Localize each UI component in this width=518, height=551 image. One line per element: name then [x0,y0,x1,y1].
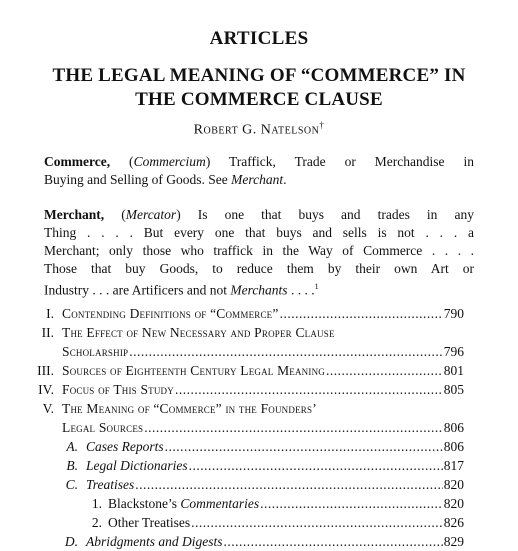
toc-title: The Effect of New Necessary and Proper Clause [62,325,335,340]
toc-title: Other Treatises [108,515,191,530]
toc-number: D. [64,534,78,549]
toc-leader-dots [280,305,443,323]
epigraph-text: . [283,172,287,187]
toc-leader-dots [129,343,443,361]
epigraph-italic: Merchants [230,282,288,298]
epigraph-merchant-line-5 [44,278,474,300]
toc-page-number: 790 [443,306,464,321]
author-byline [0,120,518,139]
toc-entry[interactable] [38,381,464,399]
toc-page-number: 826 [443,515,464,530]
toc-page-number: 820 [443,477,464,492]
toc-page-number: 805 [443,382,464,397]
epigraph-text: ) Is one that buys and trades in any [176,207,475,222]
article-title-line-2: THE COMMERCE CLAUSE [135,89,383,110]
epigraph-merchant-line-1 [44,206,474,224]
toc-title: Legal Sources [62,420,144,435]
toc-number: 1. [91,496,102,511]
epigraph-merchant [44,206,474,300]
toc-entry[interactable] [46,305,464,323]
toc-page-number: 796 [443,344,464,359]
toc-title [108,495,259,513]
toc-title: The Meaning of “Commerce” in the Founders’ [62,401,317,416]
epigraph-commerce-line-1 [44,153,474,171]
epigraph-term: Commerce, [44,154,111,169]
toc-page-number: 806 [443,439,464,454]
section-heading: ARTICLES [209,28,309,49]
toc-page-number: 820 [443,496,464,511]
toc-page-number: 801 [443,363,464,378]
toc-leader-dots [165,438,443,456]
toc-leader-dots [144,419,443,437]
epigraph-text: Industry . . . are Artificers and not [44,282,231,298]
toc-number: IV. [38,382,54,397]
toc-number: III. [37,363,54,378]
toc-title-italic: Commentaries [180,496,260,511]
toc-title: Scholarship [62,344,129,359]
toc-number: V. [42,401,54,416]
toc-page-number: 817 [443,458,464,473]
epigraph-text: . . . . [287,282,315,298]
toc-leader-dots [326,362,443,380]
epigraph-commerce [44,153,474,189]
toc-title: Cases Reports [86,439,164,454]
toc-entry[interactable] [42,400,464,418]
toc-leader-dots [189,457,443,475]
epigraph-text: ( [110,154,134,169]
toc-entry-continuation[interactable] [62,419,464,437]
epigraph-commerce-line-2 [44,171,474,189]
toc-entry[interactable] [41,324,464,342]
toc-page-number: 829 [443,534,464,549]
toc-subsubentry[interactable] [91,495,464,513]
toc-title: Contending Definitions of “Commerce” [62,306,279,321]
toc-subentry[interactable] [66,457,464,475]
toc-number: A. [66,439,78,454]
toc-number: B. [66,458,78,473]
toc-title: Abridgments and Digests [86,534,223,549]
toc-leader-dots [191,514,443,532]
toc-entry[interactable] [37,362,464,380]
epigraph-footnote-mark: 1 [314,282,319,291]
toc-title: Focus of This Study [62,382,174,397]
toc-subsubentry[interactable] [91,514,464,532]
epigraph-text: Buying and Selling of Goods. See [44,172,232,187]
toc-page-number: 806 [443,420,464,435]
epigraph-cross-reference: Merchant [231,172,284,187]
toc-number: II. [41,325,54,340]
epigraph-text: ) Traffick, Trade or Merchandise in [205,154,474,169]
author-name: Robert G. Natelson [193,122,320,138]
toc-number: C. [65,477,78,492]
toc-entry-continuation[interactable] [62,343,464,361]
toc-title-text: Blackstone’s [108,496,181,511]
article-title [0,64,518,112]
article-title-line-1: THE LEGAL MEANING OF “COMMERCE” IN [52,65,466,86]
toc-title: Treatises [86,477,135,492]
toc-title: Legal Dictionaries [86,458,188,473]
toc-subentry[interactable] [65,476,464,494]
epigraph-merchant-line-3: Merchant; only those who traffick in the Way of Commerce . . . . [44,243,474,258]
epigraph-latin: Mercator [125,207,177,222]
epigraph-merchant-line-2: Thing . . . . But every one that buys and sells is not . . . a [44,225,474,240]
toc-title: Sources of Eighteenth Century Legal Meaning [62,363,325,378]
toc-number: 2. [91,515,102,530]
toc-leader-dots [260,495,443,513]
toc-subentry[interactable] [66,438,464,456]
epigraph-term: Merchant, [44,207,105,222]
author-footnote-mark: † [319,120,325,130]
epigraph-latin: Commercium [133,154,206,169]
epigraph-merchant-line-4: Those that buy Goods, to reduce them by their own Art or [44,261,474,276]
epigraph-text: ( [104,207,126,222]
toc-leader-dots [175,381,443,399]
toc-number: I. [46,306,54,321]
toc-leader-dots [135,476,442,494]
